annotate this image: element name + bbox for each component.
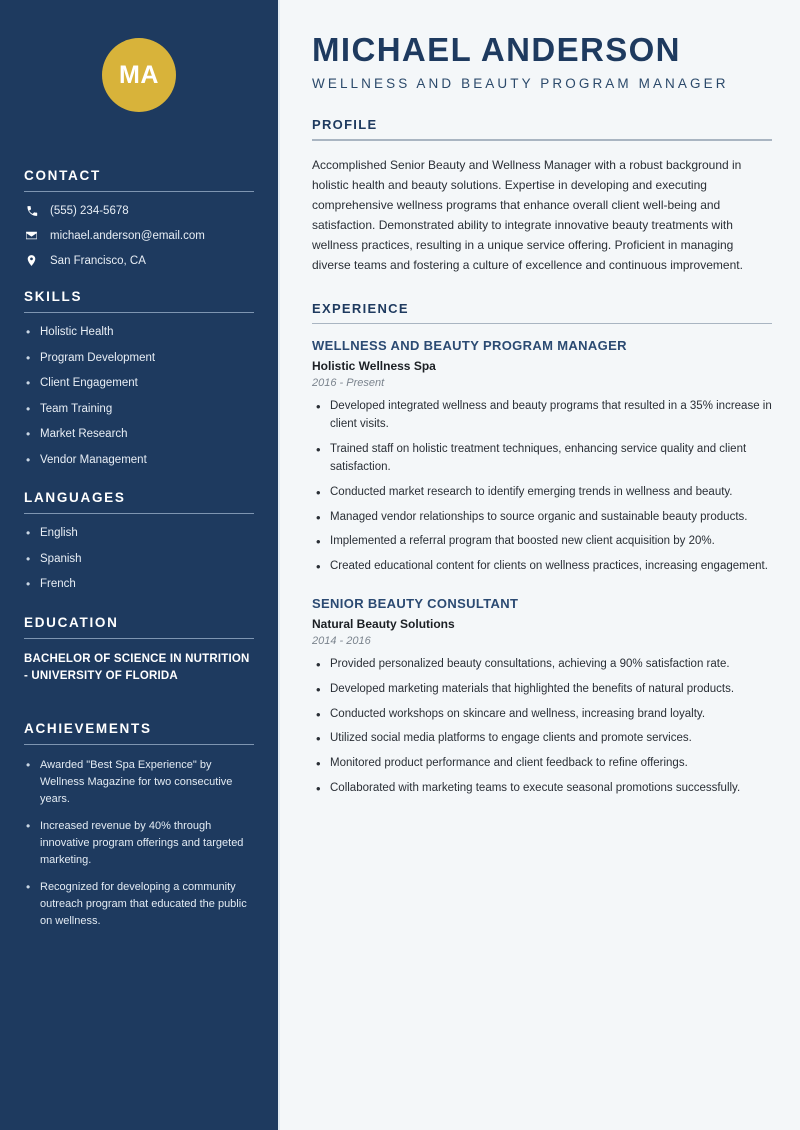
list-item: • Program Development — [24, 351, 254, 367]
main-content — [278, 0, 800, 1130]
list-item: • Holistic Health — [24, 325, 254, 341]
list-item: • Provided personalized beauty consultations, achieving a 90% satisfaction rate. — [312, 656, 772, 674]
list-item: • Recognized for developing a community outreach program that educated the public on wellness. — [24, 879, 254, 929]
contact-section-title: CONTACT — [24, 168, 101, 183]
list-item: • Client Engagement — [24, 376, 254, 392]
experience-entry — [312, 338, 772, 576]
profile-text: Accomplished Senior Beauty and Wellness Manager with a robust background in holistic health and beauty solutions. Expertise in developing and executing comprehensive wellness programs that enhance overall client well-being and satisfaction. Demonstrated ability to integrate innovative beauty treatments with wellness practices, resulting in a unique service offering. Proficient in managing diverse teams and fostering a culture of excellence and continuous improvement. — [312, 157, 743, 272]
languages-divider — [24, 513, 254, 514]
list-item: • Developed marketing materials that highlighted the benefits of natural products. — [312, 681, 772, 699]
list-item: • Conducted market research to identify emerging trends in wellness and beauty. — [312, 484, 772, 502]
experience-dates: 2016 - Present — [312, 377, 385, 390]
education-section-title: EDUCATION — [24, 614, 119, 630]
experience-entry — [312, 596, 772, 798]
profile-divider — [312, 139, 772, 141]
education-divider — [24, 638, 254, 639]
education-entry: BACHELOR OF SCIENCE IN NUTRITION - UNIVERSITY OF FLORIDA — [24, 652, 250, 682]
avatar-container — [0, 0, 278, 122]
contact-item-email[interactable] — [24, 229, 254, 242]
list-item: • Managed vendor relationships to source organic and sustainable beauty products. — [312, 509, 772, 527]
experience-bullet-list — [312, 656, 772, 798]
list-item: • Market Research — [24, 427, 254, 443]
list-item: • Collaborated with marketing teams to execute seasonal promotions successfully. — [312, 780, 772, 798]
list-item: • English — [24, 526, 254, 542]
skills-section-title: SKILLS — [24, 289, 83, 304]
list-item: • Created educational content for clients on wellness practices, increasing engagement. — [312, 558, 772, 576]
contact-item-location[interactable] — [24, 254, 254, 267]
list-item: • Implemented a referral program that boosted new client acquisition by 20%. — [312, 533, 772, 551]
achievements-divider — [24, 744, 254, 745]
list-item: • Developed integrated wellness and beauty programs that resulted in a 35% increase in client visits. — [312, 398, 772, 434]
experience-company: Natural Beauty Solutions — [312, 616, 455, 631]
phone-icon — [24, 204, 38, 217]
list-item: • Monitored product performance and client feedback to refine offerings. — [312, 755, 772, 773]
job-subtitle: WELLNESS AND BEAUTY PROGRAM MANAGER — [312, 76, 729, 92]
list-item: • Team Training — [24, 402, 254, 418]
languages-list — [24, 526, 254, 593]
email-icon — [24, 229, 38, 242]
experience-dates: 2014 - 2016 — [312, 634, 371, 647]
experience-company: Holistic Wellness Spa — [312, 359, 436, 374]
achievements-section-title: ACHIEVEMENTS — [24, 721, 152, 737]
location-pin-icon — [24, 254, 38, 267]
sidebar — [0, 0, 278, 1130]
contact-item-phone[interactable] — [24, 204, 254, 217]
sidebar-section-languages — [0, 490, 278, 593]
skills-list — [24, 325, 254, 468]
sidebar-section-achievements — [0, 721, 278, 929]
profile-section-title: PROFILE — [312, 117, 378, 133]
list-item: • Vendor Management — [24, 453, 254, 469]
list-item: • French — [24, 577, 254, 593]
experience-bullet-list — [312, 398, 772, 576]
experience-job-title: WELLNESS AND BEAUTY PROGRAM MANAGER — [312, 338, 627, 354]
languages-section-title: LANGUAGES — [24, 490, 126, 506]
sidebar-section-contact — [0, 168, 278, 267]
section-experience — [312, 301, 772, 798]
contact-phone-value: (555) 234-5678 — [50, 204, 129, 217]
avatar: MA — [102, 38, 176, 112]
contact-divider — [24, 191, 254, 192]
experience-job-title: SENIOR BEAUTY CONSULTANT — [312, 595, 519, 611]
list-item: • Conducted workshops on skincare and wellness, increasing brand loyalty. — [312, 706, 772, 724]
section-profile — [312, 117, 772, 275]
experience-section-title: EXPERIENCE — [312, 300, 409, 316]
page-title: MICHAEL ANDERSON — [312, 31, 681, 68]
list-item: • Utilized social media platforms to engage clients and promote services. — [312, 730, 772, 748]
contact-email-value: michael.anderson@email.com — [50, 229, 205, 242]
achievements-list — [24, 757, 254, 929]
list-item: • Trained staff on holistic treatment techniques, enhancing service quality and client satisfaction. — [312, 441, 772, 477]
list-item: • Awarded "Best Spa Experience" by Wellness Magazine for two consecutive years. — [24, 757, 254, 807]
skills-divider — [24, 312, 254, 313]
list-item: • Spanish — [24, 552, 254, 568]
list-item: • Increased revenue by 40% through innovative program offerings and targeted marketing. — [24, 818, 254, 868]
contact-location-value: San Francisco, CA — [50, 254, 146, 267]
experience-divider — [312, 323, 772, 325]
sidebar-section-skills — [0, 289, 278, 468]
sidebar-section-education — [0, 615, 278, 686]
